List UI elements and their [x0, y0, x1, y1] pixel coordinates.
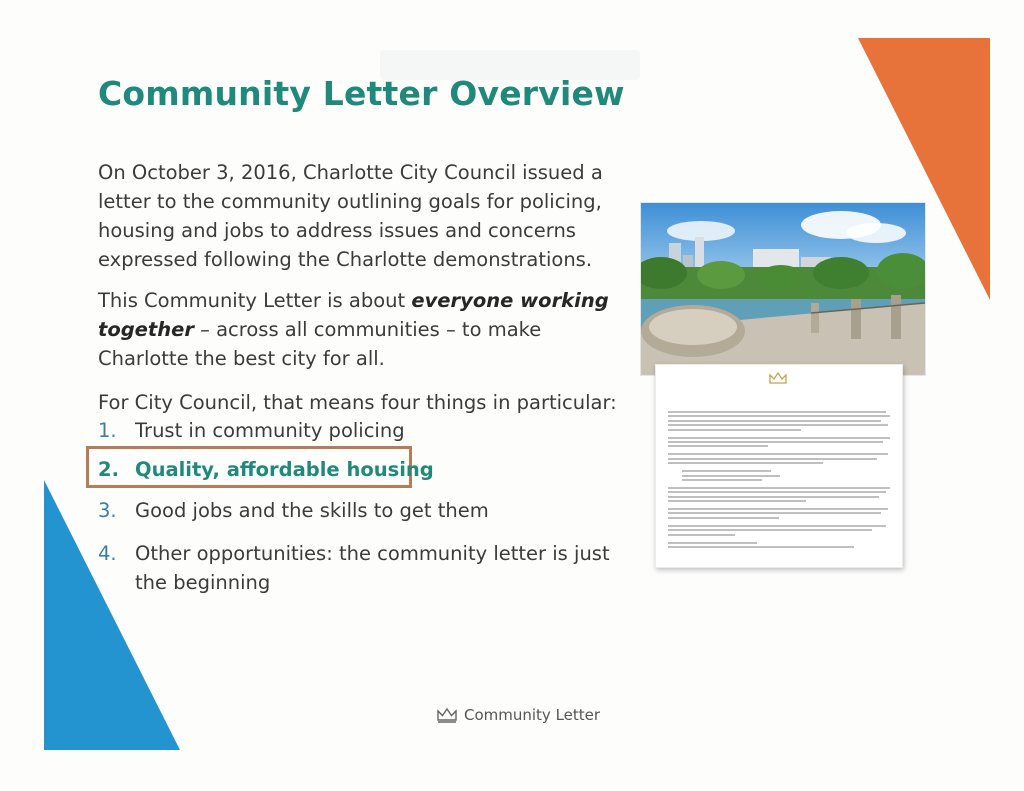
- city-park-illustration: [641, 203, 925, 375]
- purpose-emphasis: everyone working together: [98, 289, 609, 341]
- letter-body-text: [668, 411, 890, 550]
- crown-icon: [768, 371, 788, 385]
- footer-logo: [436, 706, 600, 724]
- crown-icon: [436, 707, 458, 723]
- list-item-number: 1.: [98, 419, 117, 442]
- list-item-number: 4.: [98, 542, 117, 565]
- purpose-text-before: This Community Letter is about: [98, 289, 412, 312]
- purpose-text-after: – across all communities – to make Charlotte the best city for all.: [98, 318, 542, 370]
- intro-paragraph: On October 3, 2016, Charlotte City Council issued a letter to the community outlining goals for policing, housing and jobs to address issues and concerns expressed following the Charlotte demonstrations.: [98, 161, 603, 271]
- list-item: [98, 416, 405, 445]
- city-park-photo: [640, 202, 926, 376]
- list-item-text: Other opportunities: the community letter is just the beginning: [135, 542, 610, 594]
- list-item-text: Quality, affordable housing: [135, 458, 434, 481]
- list-item-text: Good jobs and the skills to get them: [135, 499, 489, 522]
- list-item-text: Trust in community policing: [135, 419, 405, 442]
- list-item-highlighted: [98, 455, 434, 484]
- list-item-number: 3.: [98, 499, 117, 522]
- list-intro: For City Council, that means four things in particular:: [98, 391, 617, 414]
- list-item: [98, 539, 643, 597]
- community-letter-thumbnail: [655, 364, 903, 568]
- page-title: Community Letter Overview: [98, 74, 625, 113]
- list-item-number: 2.: [98, 458, 119, 481]
- list-item: [98, 496, 489, 525]
- purpose-paragraph: [98, 286, 638, 373]
- footer-text: Community Letter: [464, 706, 601, 724]
